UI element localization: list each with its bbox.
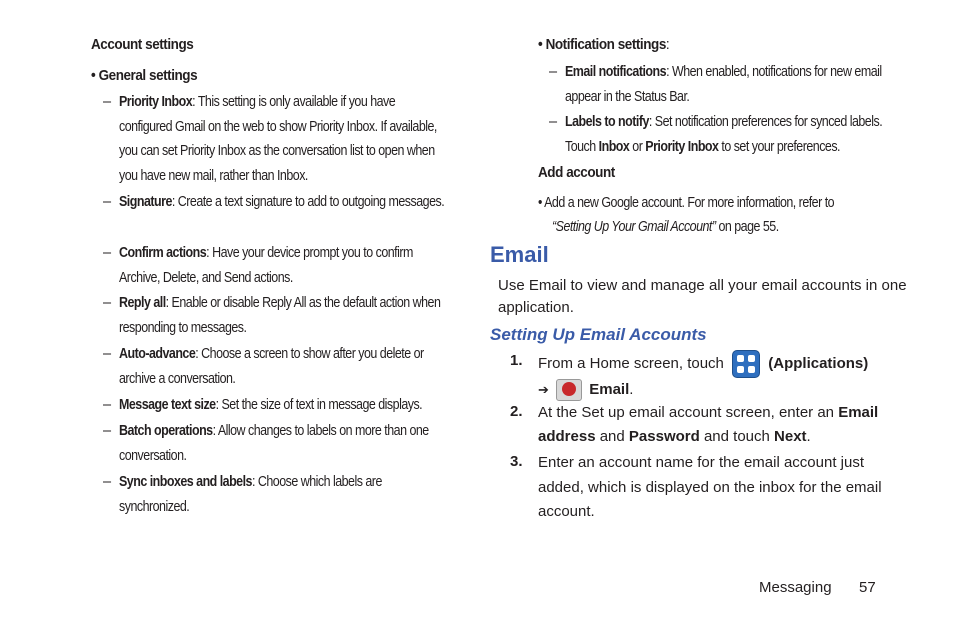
gmail-account-link[interactable]: “Setting Up Your Gmail Account” [552,219,716,235]
add-account-bullet: • Add a new Google account. For more information, refer to [538,195,835,211]
general-setting-desc: : Allow changes to labels on more than one conversation. [119,423,429,464]
labels-desc-1: : Set notification preferences for synced labels. Touch [565,114,883,155]
notification-settings-bullet: • Notification settings: [538,36,670,53]
applications-icon[interactable] [732,350,760,378]
labels-to-notify-term: Labels to notify [565,114,649,130]
step-2-a: At the Set up email account screen, enter an [538,404,839,421]
step-1-period: . [629,381,634,398]
general-setting-item: – Confirm actions: Have your device prompt you to confirm Archive, Delete, and Send actions. [103,245,413,286]
step-2-period: . [806,428,811,445]
general-setting-item: – Auto-advance: Choose a screen to show after you delete or archive a conversation. [103,346,424,387]
step-1-number: 1. [510,352,523,369]
step-1-text [538,350,908,402]
labels-or: or [629,138,646,155]
general-setting-item: – Priority Inbox: This setting is only available if you have configured Gmail on the web to show Priority Inbox. If available, you can set Priority Inbox as the conversation list to open when you have new mail, rather than Inbox. [103,94,437,184]
account-settings-heading: Account settings [91,36,194,53]
footer-section: Messaging [759,579,832,596]
general-setting-item: – Batch operations: Allow changes to labels on more than one conversation. [103,423,429,464]
step-1-instruction: From a Home screen, touch [538,354,724,372]
footer-page-number: 57 [859,579,876,596]
add-account-link-line [552,215,912,240]
general-setting-desc: : Have your device prompt you to confirm Archive, Delete, and Send actions. [119,245,413,286]
general-setting-desc: : This setting is only available if you have configured Gmail on the web to show Priority Inbox. If available, you can set Priority Inbox as the conversation list to open when you have new mail, rather than Inbox. [119,94,437,184]
add-account-text: Add a new Google account. For more information, refer to [544,195,835,211]
labels-desc-2: to set your preferences. [718,138,841,155]
step-3-number: 3. [510,453,523,470]
step-2-and: and [595,428,629,445]
email-notifications-item: – Email notifications: When enabled, notifications for new email appear in the Status Bar. [549,64,882,105]
general-setting-term: Signature [119,194,172,210]
general-setting-term: Confirm actions [119,245,207,261]
add-account-heading: Add account [538,164,615,181]
step-2-password: Password [628,428,700,445]
arrow-icon: ➔ [538,382,549,397]
step-2-email-address: Email address [538,404,879,445]
general-setting-desc: : Set the size of text in message displays. [215,397,423,413]
general-settings-label: General settings [98,67,198,84]
general-setting-desc: : Choose which labels are synchronized. [119,474,382,515]
email-notifications-term: Email notifications [565,64,667,80]
general-setting-term: Auto-advance [119,346,196,362]
labels-inbox: Inbox [598,138,630,155]
add-account-page: on page 55. [715,219,779,235]
step-2-number: 2. [510,403,523,420]
general-setting-term: Priority Inbox [119,94,193,110]
step-2-text [538,401,883,449]
email-title: Email [490,242,549,267]
general-setting-term: Batch operations [119,423,213,439]
general-settings-bullet: • General settings [91,67,198,84]
general-setting-item: – Reply all: Enable or disable Reply All as the default action when responding to messages. [103,295,441,336]
general-setting-item: – Signature: Create a text signature to add to outgoing messages. [103,194,445,210]
general-setting-term: Reply all [119,295,166,311]
notification-colon: : [665,36,670,53]
general-setting-item: – Message text size: Set the size of text in message displays. [103,397,423,413]
step-3-text: Enter an account name for the email account just added, which is displayed on the inbox for the email account. [538,454,882,520]
email-app-icon[interactable] [556,379,582,401]
labels-to-notify-item: – Labels to notify: Set notification preferences for synced labels. Touch Inbox or Priority Inbox to set your preferences. [549,114,883,155]
general-setting-item: – Sync inboxes and labels: Choose which labels are synchronized. [103,474,382,515]
step-1-email: Email [589,381,630,398]
step-2-touch: and touch [699,428,775,445]
step-2-next: Next [774,428,807,445]
general-setting-desc: : Enable or disable Reply All as the default action when responding to messages. [119,295,441,336]
general-setting-term: Message text size [119,397,216,413]
general-setting-desc: : Create a text signature to add to outgoing messages. [171,194,445,210]
general-setting-term: Sync inboxes and labels [119,474,252,490]
email-intro: Use Email to view and manage all your email accounts in one application. [498,277,907,316]
step-1-applications: (Applications) [768,354,869,372]
labels-priority: Priority Inbox [645,138,719,155]
notification-settings-label: Notification settings [545,36,666,53]
email-notifications-desc: : When enabled, notifications for new email appear in the Status Bar. [565,64,882,105]
general-setting-desc: : Choose a screen to show after you delete or archive a conversation. [119,346,424,387]
setup-email-title: Setting Up Email Accounts [490,325,707,344]
